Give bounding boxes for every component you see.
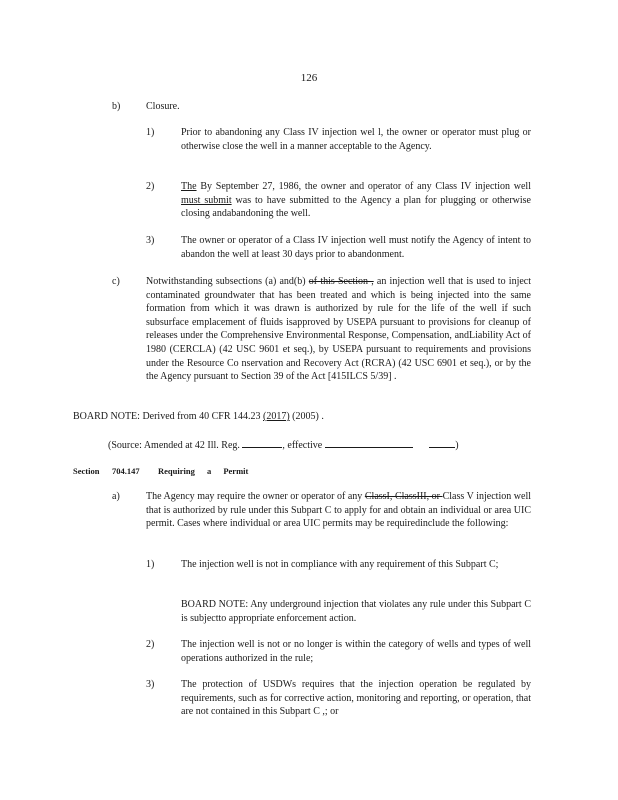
item-b1-label: 1) <box>146 127 155 138</box>
item-b2-label: 2) <box>146 181 155 192</box>
section-number: 704.147 <box>112 466 140 476</box>
subsection-b-label: b) <box>112 101 121 112</box>
subsection-c-text: Notwithstanding subsections (a) and(b) of this Section , an injection well that is used to inject contaminated groundwater that has been treated and which is being injected into the same formation from which it was drawn is authorized by rule for the life of the well if such subsurface emplacement of fluids isapproved by USEPA pursuant to provisions for cleanup of releases under the Comprehensive Environmental Response, Compensation, andLiability Act of 1980 (CERCLA) (42 USC 9601 et seq.), by USEPA pursuant to requirements and provisions under the Resource Co nservation and Recovery Act (RCRA) (42 USC 6901 et seq.), or by the the Agency pursuant to Section 39 of the Act [415ILCS 5/39] . <box>146 276 531 383</box>
board-note: BOARD NOTE: Derived from 40 CFR 144.23 (2017) (2005) . <box>73 411 324 422</box>
source-note: (Source: Amended at 42 Ill. Reg. , effective ) <box>108 440 459 451</box>
item-a1-board-note: BOARD NOTE: Any underground injection that violates any rule under this Subpart C is subjectto appropriate enforcement action. <box>181 599 531 624</box>
subsection-c-label: c) <box>112 276 120 287</box>
deleted-class-i-iii: ClassI, ClassIII, or <box>364 491 443 502</box>
subsection-b-heading: Closure. <box>146 101 180 112</box>
item-a3-label: 3) <box>146 679 155 690</box>
item-b3-label: 3) <box>146 235 155 246</box>
item-a1-label: 1) <box>146 559 155 570</box>
inserted-must-submit: must submit <box>181 194 232 206</box>
item-b2-text: The By September 27, 1986, the owner and operator of any Class IV injection well must submit was to have submitted to the Agency a plan for plugging or otherwise closing andabandoning the well. <box>181 181 531 220</box>
effective-blank-2 <box>429 438 455 448</box>
item-b3-text: The owner or operator of a Class IV injection well must notify the Agency of intent to abandon the well at least 30 days prior to abandonment. <box>181 235 531 260</box>
inserted-2017: (2017) <box>263 411 290 422</box>
section-a-label: a) <box>112 491 120 502</box>
item-a1-text: The injection well is not in compliance with any requirement of this Subpart C; <box>181 559 499 570</box>
section-label: Section <box>73 466 100 476</box>
page-number: 126 <box>300 72 318 84</box>
item-a2-text: The injection well is not or no longer is within the category of wells and types of well operations authorized in the rule; <box>181 639 531 664</box>
reg-blank <box>242 438 282 448</box>
deleted-of-this-section: of this Section , <box>308 276 374 287</box>
item-a3-text: The protection of USDWs requires that the injection operation be regulated by requirements, such as for corrective action, monitoring and reporting, or operation, that are not contained in this Subpart C ,; or <box>181 679 531 718</box>
section-a-text: The Agency may require the owner or operator of any ClassI, ClassIII, or Class V injection well that is authorized by rule under this Subpart C to apply for and obtain an individual or area UIC permit. Cases where individual or area UIC permits may be requiredinclude the following: <box>146 491 531 530</box>
item-a2-label: 2) <box>146 639 155 650</box>
section-title: Requiring a Permit <box>158 466 249 476</box>
underlined-the: The <box>181 181 197 192</box>
effective-blank <box>325 438 413 448</box>
item-b1-text: Prior to abandoning any Class IV injection wel l, the owner or operator must plug or otherwise close the well in a manner acceptable to the Agency. <box>181 127 531 152</box>
